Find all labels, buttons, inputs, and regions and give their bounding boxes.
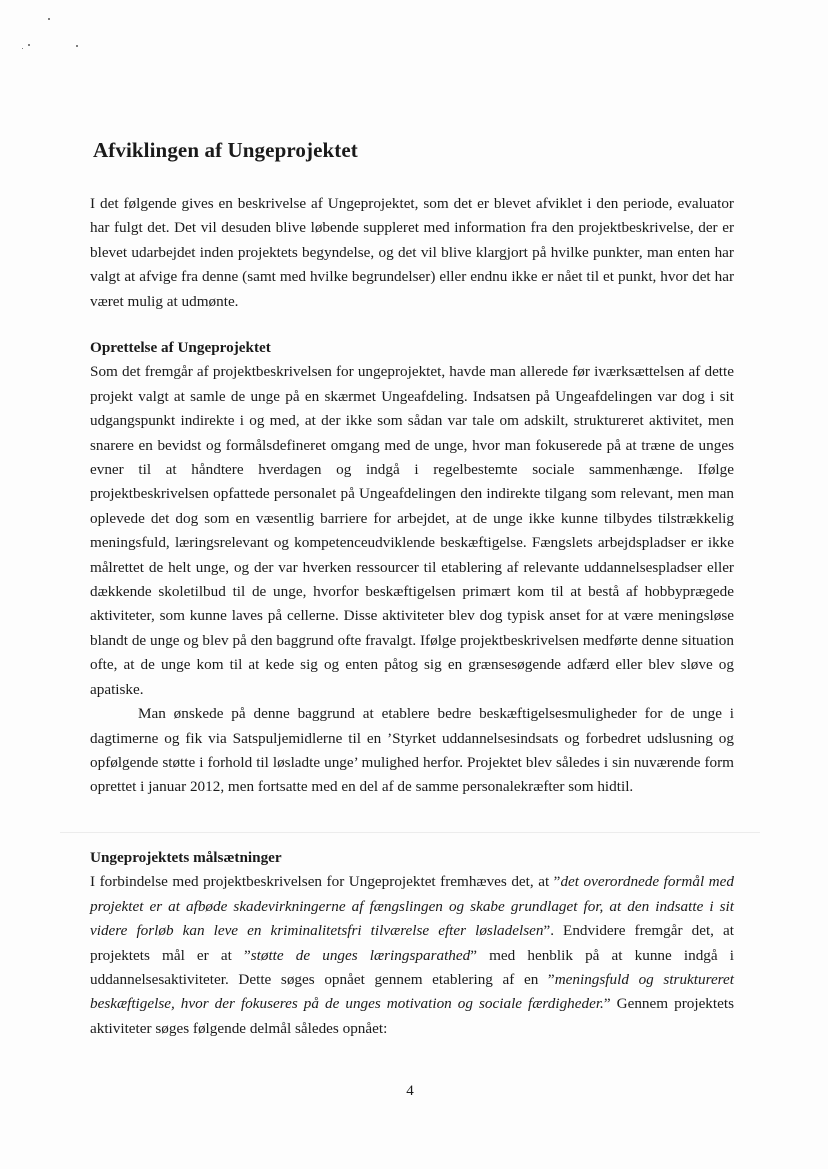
intro-section — [90, 192, 734, 314]
section-oprettelse — [90, 336, 734, 800]
body-text: ” Gennem projektets aktiviteter søges følgende delmål således opnået: — [90, 995, 734, 1037]
quote-text: det overordnede formål med projektet er at afbøde skadevirkningerne af fængslingen og skabe grundlaget for, at den indsatte i sit videre forløb kan leve en kriminalitetsfri tilværelse efter løsladelsen — [90, 873, 734, 940]
section-maalsaetninger — [90, 846, 734, 1041]
scan-speck — [22, 48, 23, 49]
scan-speck — [28, 44, 30, 46]
quote-text: meningsfuld og struktureret beskæftigelse, hvor der fokuseres på de unges motivation og sociale færdigheder. — [90, 971, 734, 1013]
intro-paragraph: I det følgende gives en beskrivelse af Ungeprojektet, som det er blevet afviklet i den periode, evaluator har fulgt det. Det vil desuden blive løbende suppleret med information fra den projektbeskrivelse, der er blevet udarbejdet inden projektets begyndelse, og det vil blive klargjort på hvilke punkter, man enten har valgt at afvige fra denne (samt med hvilke begrundelser) eller endnu ikke er nået til et punkt, hvor det har været mulig at udmønte. — [90, 195, 734, 310]
body-text: I forbindelse med projektbeskrivelsen for Ungeprojektet fremhæves det, at ” — [90, 873, 561, 891]
body-paragraph — [90, 870, 734, 1041]
scan-speck — [76, 45, 78, 47]
body-text: ” med henblik på at kunne indgå i uddannelsesaktiviteter. Dette søges opnået gennem etablering af en ” — [90, 946, 734, 989]
scan-divider — [60, 832, 760, 833]
body-text: ”. Endvidere fremgår det, at projektets mål er at ” — [90, 922, 734, 964]
section-heading: Oprettelse af Ungeprojektet — [90, 339, 271, 356]
scan-speck — [48, 18, 50, 20]
quote-text: støtte de unges læringsparathed — [250, 946, 471, 964]
section-heading: Ungeprojektets målsætninger — [90, 849, 282, 866]
page-number: 4 — [406, 1083, 414, 1099]
page-title: Afviklingen af Ungeprojektet — [93, 138, 358, 162]
body-paragraph: Som det fremgår af projektbeskrivelsen for ungeprojektet, havde man allerede før iværksættelsen af dette projekt valgt at samle de unge på en skærmet Ungeafdeling. Indsatsen på Ungeafdelingen var dog i sit udgangspunkt indirekte i og med, at der ikke som sådan var tale om adskilt, struktureret aktivitet, men snarere en bevidst og formålsdefineret omgang med de unge, hvor man fokuserede på at træne de unges evner til at håndtere hverdagen og indgå i regelbestemte sociale sammenhænge. Ifølge projektbeskrivelsen opfattede personalet på Ungeafdelingen den indirekte tilgang som relevant, men man oplevede det dog som en væsentlig barriere for arbejdet, at de unge ikke kunne tilbydes tilstrækkelig meningsfuld, læringsrelevant og kompetenceudviklende beskæftigelse. Fængslets arbejdspladser er ikke målrettet de helt unge, og der var hverken ressourcer til etablering af relevante uddannelsespladser eller dækkende skoletilbud til de unge, hvorfor beskæftigelsen primært kom til at bestå af hobbyprægede aktiviteter, som kunne laves på cellerne. Disse aktiviteter blev dog typisk anset for at være meningsløse blandt de unge og blev på den baggrund ofte fravalgt. Ifølge projektbeskrivelsen medførte denne situation ofte, at de unge kom til at kede sig og enten påtog sig en grænsesøgende adfærd eller blev sløve og apatiske. — [90, 363, 734, 698]
body-paragraph: Man ønskede på denne baggrund at etablere bedre beskæftigelsesmuligheder for de unge i dagtimerne og fik via Satspuljemidlerne til en ’Styrket uddannelsesindsats og forbedret udslusning og opfølgende støtte i forhold til løsladte unge’ mulighed herfor. Projektet blev således i sin nuværende form oprettet i januar 2012, men fortsatte med en del af de samme personalekræfter som hidtil. — [90, 705, 734, 796]
